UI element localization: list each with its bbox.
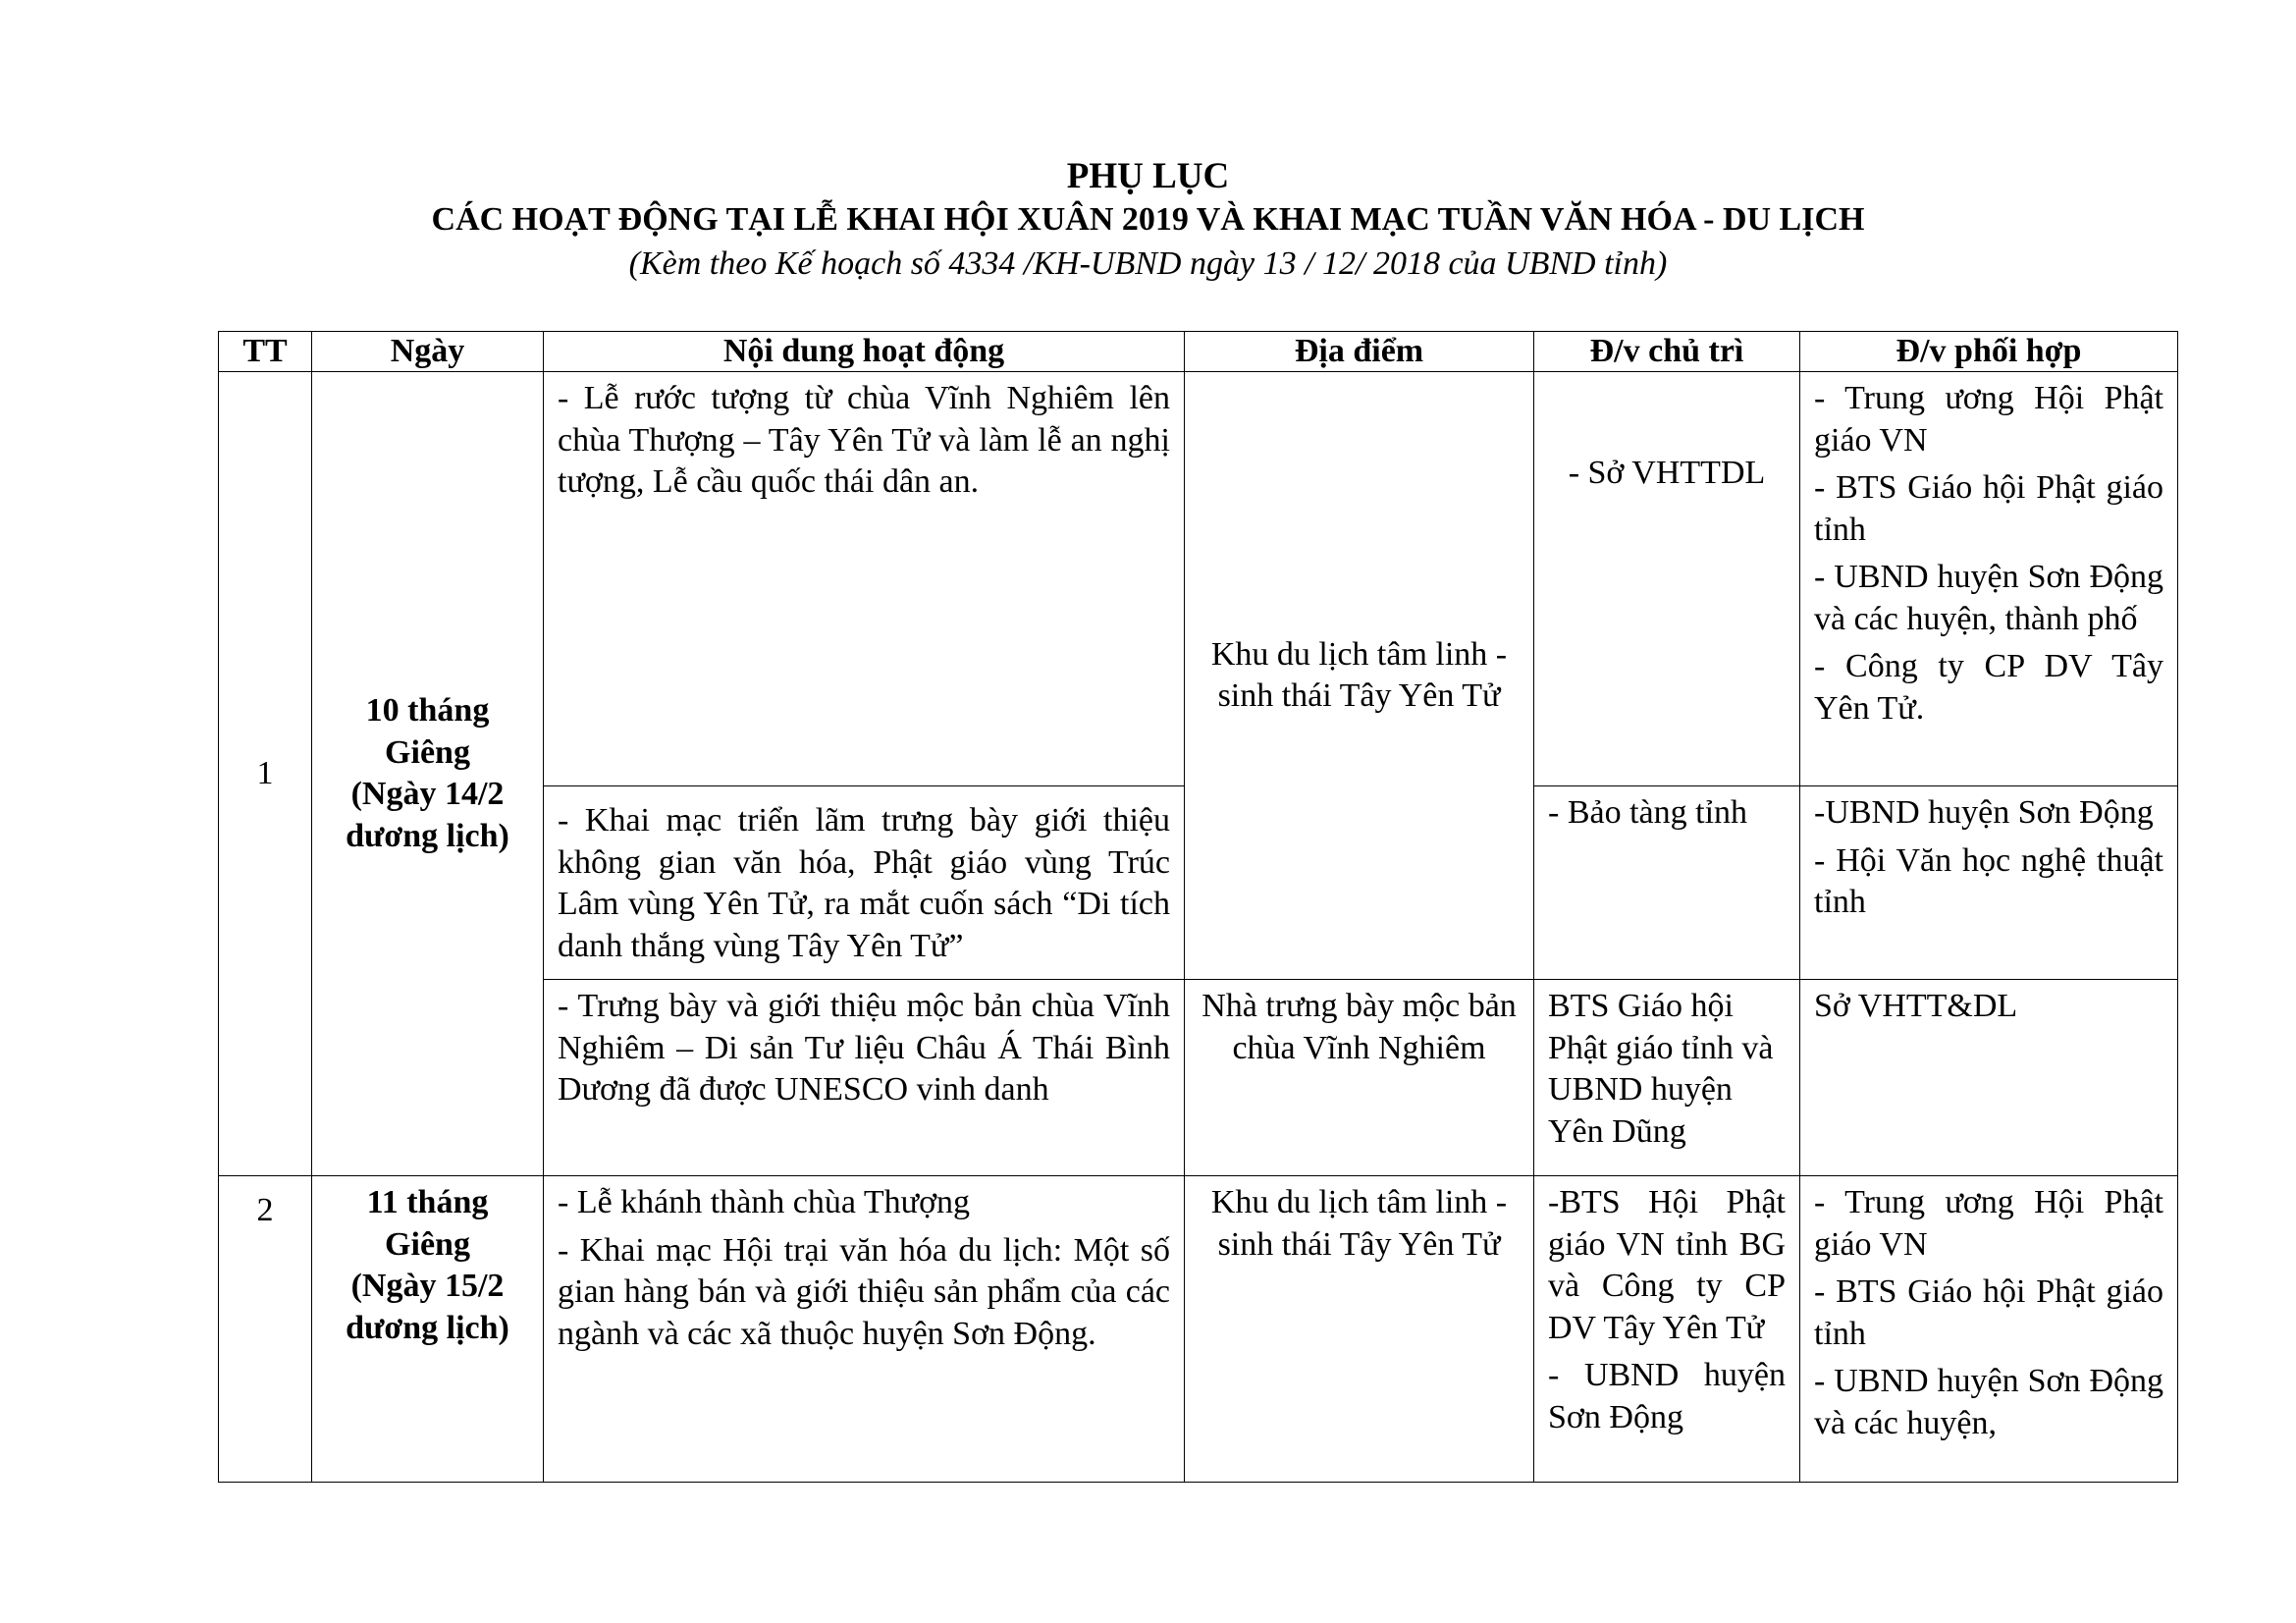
partner-text: - BTS Giáo hội Phật giáo tỉnh (1814, 469, 2163, 548)
date-line: Giêng (385, 1225, 470, 1263)
date-line: Giêng (385, 733, 470, 771)
partners-cell (1800, 1176, 2178, 1483)
partner-text: Sở VHTT&DL (1814, 988, 2018, 1024)
host-text: -BTS Hội Phật giáo VN tỉnh BG và Công ty CP DV Tây Yên Tử (1548, 1184, 1786, 1346)
location-cell: Nhà trưng bày mộc bản chùa Vĩnh Nghiêm (1185, 980, 1534, 1176)
host-cell (1534, 1176, 1800, 1483)
date-line: (Ngày 15/2 (350, 1268, 505, 1304)
partner-text: - UBND huyện Sơn Động và các huyện, (1814, 1363, 2163, 1441)
table-row (219, 1176, 2178, 1483)
row-number: 2 (219, 1176, 312, 1483)
table-header-row (219, 332, 2178, 372)
content-cell (544, 786, 1185, 980)
partners-cell (1800, 980, 2178, 1176)
header-location: Địa điểm (1185, 332, 1534, 372)
location-cell: Khu du lịch tâm linh -sinh thái Tây Yên Tử (1185, 1176, 1534, 1483)
partner-text: - Trung ương Hội Phật giáo VN (1814, 1184, 2163, 1263)
date-cell (312, 372, 544, 1176)
document-note: (Kèm theo Kế hoạch số 4334 /KH-UBND ngày 13 / 12/ 2018 của UBND tỉnh) (628, 245, 1668, 282)
date-cell (312, 1176, 544, 1483)
host-text: BTS Giáo hội Phật giáo tỉnh và UBND huyện Yên Dũng (1548, 988, 1774, 1150)
content-text: - Lễ khánh thành chùa Thượng (558, 1184, 971, 1220)
header-host: Đ/v chủ trì (1534, 332, 1800, 372)
partner-text: - BTS Giáo hội Phật giáo tỉnh (1814, 1273, 2163, 1352)
partners-cell (1800, 372, 2178, 786)
content-text: - Lễ rước tượng từ chùa Vĩnh Nghiêm lên chùa Thượng – Tây Yên Tử và làm lễ an nghị tượng, Lễ cầu quốc thái dân an. (558, 380, 1170, 500)
content-cell (544, 980, 1185, 1176)
partner-text: - Trung ương Hội Phật giáo VN (1814, 380, 2163, 459)
host-text: - UBND huyện Sơn Động (1548, 1357, 1786, 1435)
date-line: 10 tháng (365, 692, 490, 729)
row-number: 1 (219, 372, 312, 1176)
header-tt: TT (219, 332, 312, 372)
date-line: 11 tháng (366, 1184, 489, 1220)
host-cell (1534, 372, 1800, 786)
activities-table (218, 331, 2178, 1483)
header-date: Ngày (312, 332, 544, 372)
content-cell (544, 1176, 1185, 1483)
host-text: - Bảo tàng tỉnh (1548, 794, 1748, 831)
partners-cell (1800, 786, 2178, 980)
partner-text: - Công ty CP DV Tây Yên Tử. (1814, 648, 2163, 727)
content-text: - Trưng bày và giới thiệu mộc bản chùa Vĩnh Nghiêm – Di sản Tư liệu Châu Á Thái Bình Dương đã được UNESCO vinh danh (558, 988, 1170, 1108)
date-line: (Ngày 14/2 (350, 776, 505, 812)
partner-text: - Hội Văn học nghệ thuật tỉnh (1814, 841, 2163, 920)
host-cell (1534, 980, 1800, 1176)
partner-text: -UBND huyện Sơn Động (1814, 794, 2154, 831)
host-text: - Sở VHTTDL (1568, 455, 1766, 491)
date-line: dương lịch) (346, 817, 509, 854)
content-cell (544, 372, 1185, 786)
header-partners: Đ/v phối hợp (1800, 332, 2178, 372)
partner-text: - UBND huyện Sơn Động và các huyện, thành phố (1814, 559, 2163, 637)
document-subtitle: CÁC HOẠT ĐỘNG TẠI LỄ KHAI HỘI XUÂN 2019 VÀ KHAI MẠC TUẦN VĂN HÓA - DU LỊCH (431, 201, 1865, 238)
location-cell: Khu du lịch tâm linh - sinh thái Tây Yên Tử (1185, 372, 1534, 980)
document-title: PHỤ LỤC (1066, 156, 1230, 196)
host-cell (1534, 786, 1800, 980)
header-content: Nội dung hoạt động (544, 332, 1185, 372)
content-text: - Khai mạc triển lãm trưng bày giới thiệu không gian văn hóa, Phật giáo vùng Trúc Lâm vùng Yên Tử, ra mắt cuốn sách “Di tích danh thắng vùng Tây Yên Tử” (558, 802, 1170, 964)
date-line: dương lịch) (346, 1309, 509, 1346)
content-text: - Khai mạc Hội trại văn hóa du lịch: Một số gian hàng bán và giới thiệu sản phẩm của các ngành và các xã thuộc huyện Sơn Động. (558, 1231, 1170, 1352)
table-row (219, 372, 2178, 786)
